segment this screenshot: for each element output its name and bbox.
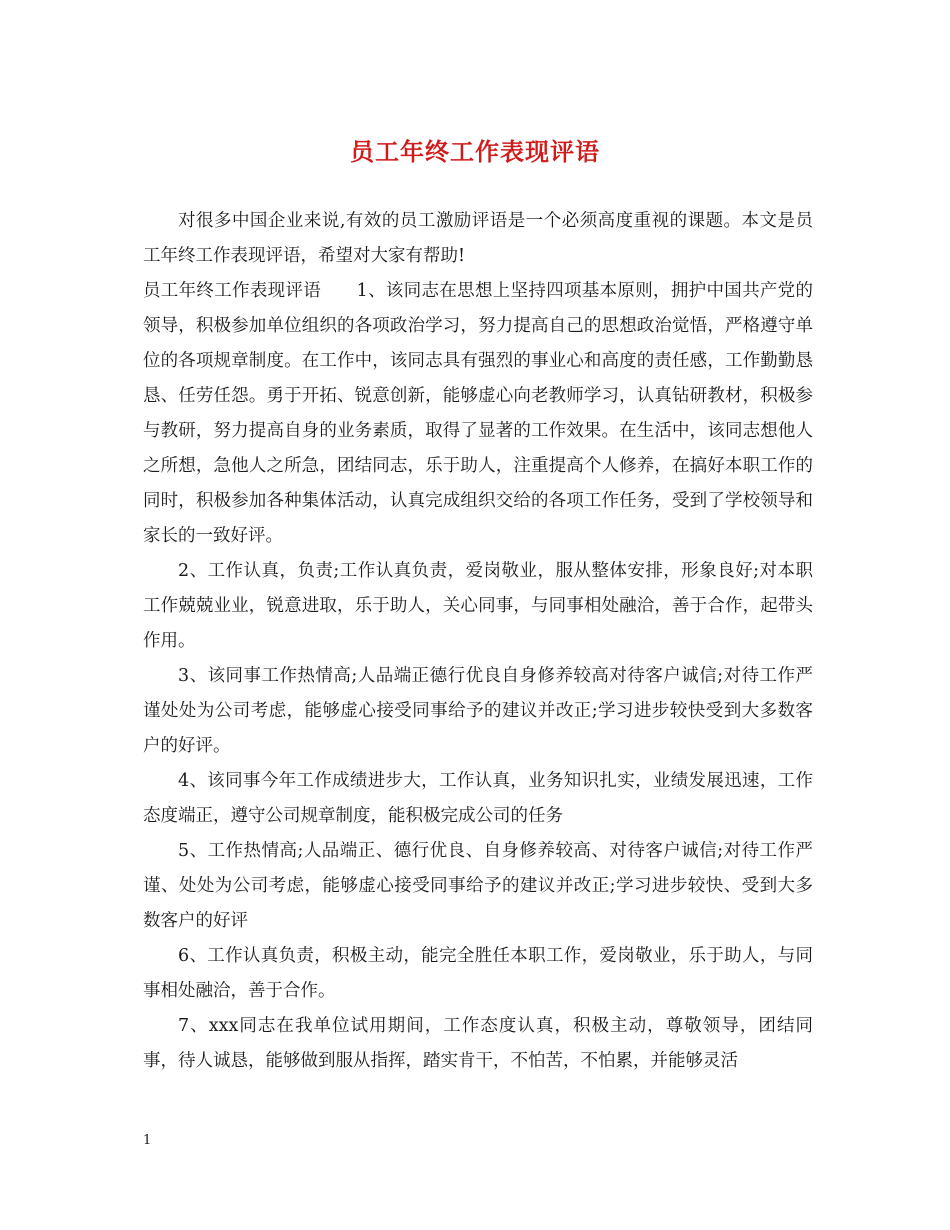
paragraph-item-1: 员工年终工作表现评语 1、该同志在思想上坚持四项基本原则，拥护中国共产党的领导，积极参加单位组织的各项政治学习，努力提高自己的思想政治觉悟，严格遵守单位的各项规章制度。在工作中，该同志具有强烈的事业心和高度的责任感，工作勤勤恳恳、任劳任怨。勇于开拓、锐意创新，能够虚心向老教师学习，认真钻研教材，积极参与教研，努力提高自身的业务素质，取得了显著的工作效果。在生活中，该同志想他人之所想，急他人之所急，团结同志，乐于助人，注重提高个人修养，在搞好本职工作的同时，积极参加各种集体活动，认真完成组织交给的各项工作任务，受到了学校领导和家长的一致好评。 xyxy=(143,281,813,546)
paragraph-item-2: 2、工作认真，负责;工作认真负责，爱岗敬业，服从整体安排，形象良好;对本职工作兢兢业业，锐意进取，乐于助人，关心同事，与同事相处融洽，善于合作，起带头作用。 xyxy=(143,561,813,651)
paragraph-item-6: 6、工作认真负责，积极主动，能完全胜任本职工作，爱岗敬业，乐于助人，与同事相处融洽，善于合作。 xyxy=(143,946,813,1001)
paragraph-item-4: 4、该同事今年工作成绩进步大，工作认真，业务知识扎实，业绩发展迅速，工作态度端正，遵守公司规章制度，能积极完成公司的任务 xyxy=(143,771,813,826)
page-number: 1 xyxy=(143,1133,152,1148)
paragraph-item-7: 7、xxx同志在我单位试用期间，工作态度认真，积极主动，尊敬领导，团结同事，待人诚恳，能够做到服从指挥，踏实肯干，不怕苦，不怕累，并能够灵活 xyxy=(143,1016,813,1071)
document-body xyxy=(143,204,813,1079)
document-title: 员工年终工作表现评语 xyxy=(350,137,600,166)
intro-paragraph: 对很多中国企业来说,有效的员工激励评语是一个必须高度重视的课题。本文是员工年终工作表现评语，希望对大家有帮助! xyxy=(143,211,813,266)
paragraph-item-5: 5、工作热情高;人品端正、德行优良、自身修养较高、对待客户诚信;对待工作严谨、处处为公司考虑，能够虚心接受同事给予的建议并改正;学习进步较快、受到大多数客户的好评 xyxy=(143,841,813,931)
paragraph-item-3: 3、该同事工作热情高;人品端正德行优良自身修养较高对待客户诚信;对待工作严谨处处为公司考虑，能够虚心接受同事给予的建议并改正;学习进步较快受到大多数客户的好评。 xyxy=(143,666,813,756)
